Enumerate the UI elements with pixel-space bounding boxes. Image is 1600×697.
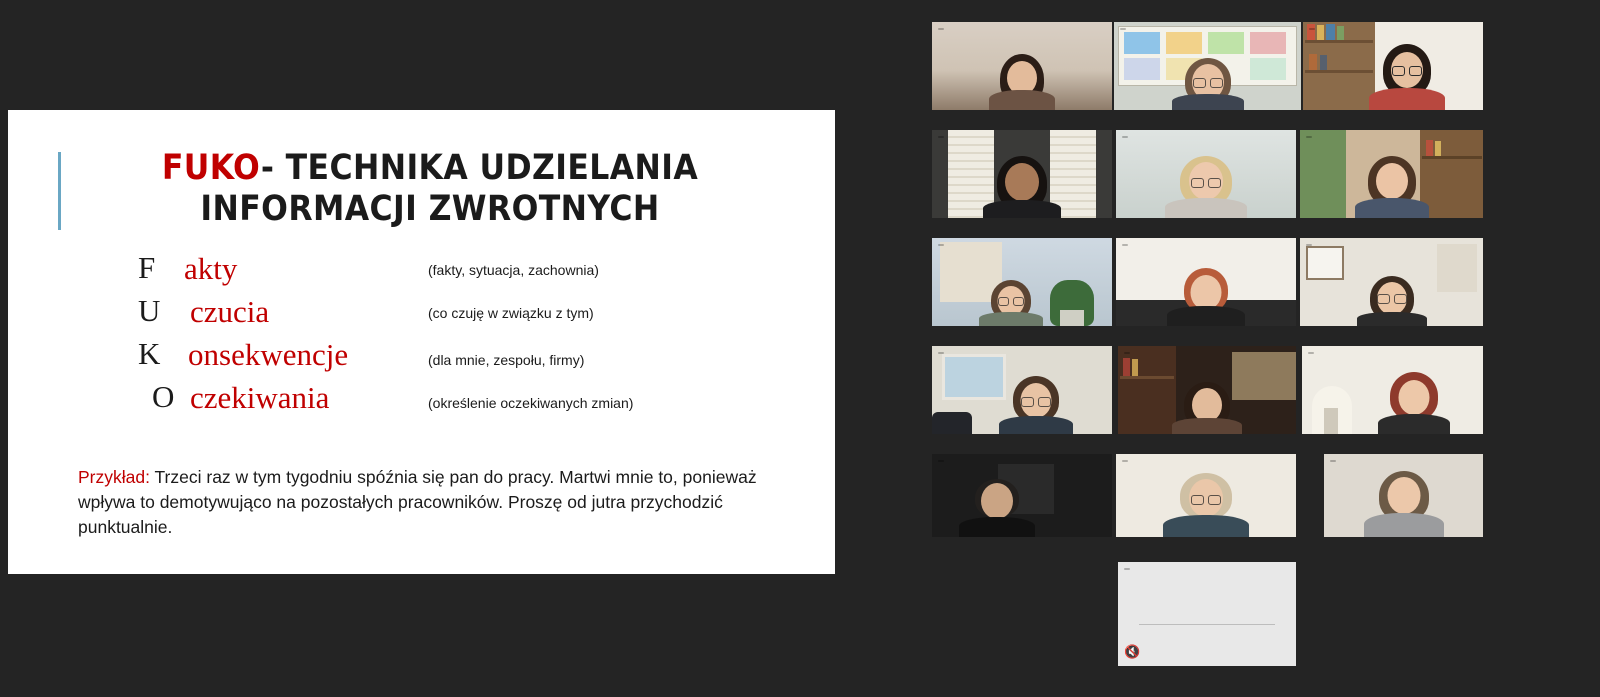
participant-tile[interactable] <box>1116 130 1296 218</box>
participant-tile[interactable] <box>932 238 1112 326</box>
slide-title <box>80 148 780 231</box>
fuko-letter: U <box>138 293 161 328</box>
participant-tile[interactable] <box>1118 346 1296 434</box>
slide-example-paragraph <box>78 465 788 540</box>
participant-tile-active-speaker[interactable] <box>1114 22 1301 110</box>
fuko-word: czucia <box>190 294 270 329</box>
participant-tile[interactable] <box>932 346 1112 434</box>
participant-video <box>1116 130 1296 218</box>
fuko-item <box>138 293 798 336</box>
participant-video <box>932 238 1112 326</box>
participant-video <box>932 454 1112 537</box>
participant-name <box>1308 352 1314 354</box>
participant-name <box>938 244 944 246</box>
participant-name <box>1120 28 1126 30</box>
fuko-item-list <box>138 250 798 422</box>
participant-name <box>938 352 944 354</box>
participant-tile[interactable] <box>1303 22 1483 110</box>
participant-video <box>932 22 1112 110</box>
participant-video <box>1300 238 1483 326</box>
fuko-word: czekiwania <box>190 380 330 415</box>
participant-name <box>1122 136 1128 138</box>
fuko-word: onsekwencje <box>188 337 349 372</box>
participant-tile[interactable] <box>1300 130 1483 218</box>
participant-video <box>1116 238 1296 326</box>
participant-name <box>938 28 944 30</box>
slide-title-rest: - TECHNIKA UDZIELANIA INFORMACJI ZWROTNYCH <box>200 148 699 230</box>
slide-example-label: Przykład: <box>78 467 150 487</box>
fuko-word: akty <box>184 251 238 286</box>
fuko-item <box>138 250 798 293</box>
participant-video <box>1324 454 1483 537</box>
placeholder-divider <box>1139 624 1274 625</box>
participant-tile[interactable] <box>932 454 1112 537</box>
fuko-item <box>138 379 798 422</box>
participant-tile[interactable] <box>1116 238 1296 326</box>
participant-video <box>1303 22 1483 110</box>
fuko-note: (określenie oczekiwanych zmian) <box>428 395 634 411</box>
participant-tile-no-video[interactable] <box>1118 562 1296 666</box>
participant-tile[interactable] <box>1302 346 1483 434</box>
participant-name <box>1122 244 1128 246</box>
participant-tile[interactable] <box>932 130 1112 218</box>
participant-name <box>1124 568 1130 570</box>
participant-name <box>1309 28 1315 30</box>
participant-grid <box>930 0 1600 697</box>
participant-video <box>932 130 1112 218</box>
participant-name <box>938 136 944 138</box>
slide-title-keyword: FUKO <box>161 148 261 188</box>
participant-video <box>1118 346 1296 434</box>
participant-tile[interactable] <box>1300 238 1483 326</box>
participant-video <box>932 346 1112 434</box>
fuko-letter: F <box>138 250 156 285</box>
slide-accent-bar <box>58 152 61 230</box>
participant-video <box>1302 346 1483 434</box>
presentation-slide <box>8 110 835 574</box>
fuko-note: (fakty, sytuacja, zachownia) <box>428 262 599 278</box>
participant-name <box>1306 244 1312 246</box>
fuko-note: (co czuję w związku z tym) <box>428 305 594 321</box>
participant-name <box>1306 136 1312 138</box>
fuko-note: (dla mnie, zespołu, firmy) <box>428 352 585 368</box>
microphone-muted-icon: 🔇 <box>1124 644 1141 659</box>
participant-video <box>1116 454 1296 537</box>
participant-name <box>938 460 944 462</box>
participant-name <box>1330 460 1336 462</box>
fuko-item <box>138 336 798 379</box>
fuko-letter: O <box>152 379 175 414</box>
participant-tile[interactable] <box>1116 454 1296 537</box>
participant-video <box>1300 130 1483 218</box>
participant-name <box>1122 460 1128 462</box>
slide-example-text: Trzeci raz w tym tygodniu spóźnia się pan do pracy. Martwi mnie to, ponieważ wpływa to demotywująco na pozostałych pracowników. Proszę od jutra przychodzić punktualnie. <box>78 467 757 537</box>
participant-name <box>1124 352 1130 354</box>
participant-video <box>1114 22 1301 110</box>
participant-tile[interactable] <box>1324 454 1483 537</box>
participant-tile[interactable] <box>932 22 1112 110</box>
fuko-letter: K <box>138 336 161 371</box>
